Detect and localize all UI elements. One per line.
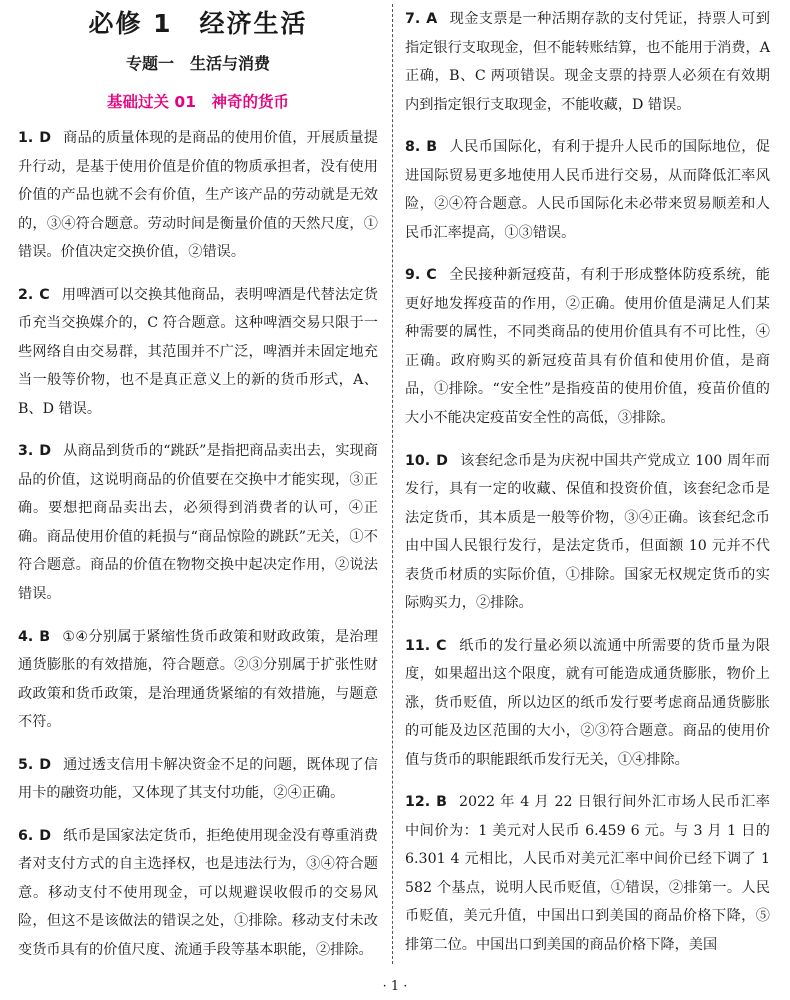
item-answer: C bbox=[426, 267, 437, 284]
item-answer: B bbox=[436, 794, 447, 811]
item-explanation: 从商品到货币的“跳跃”是指把商品卖出去，实现商品的价值，这说明商品的价值要在交换中才能实现，③正确。要想把商品卖出去，必须得到消费者的认可，④正确。商品使用价值的耗损与“商品惊险的跳跃”无关，①不符合题意。商品的价值在物物交换中起决定作用，②说法错误。 bbox=[18, 443, 378, 602]
page-number: · 1 · bbox=[382, 979, 408, 994]
item-answer: D bbox=[39, 130, 52, 146]
item-number: 7. bbox=[405, 11, 421, 27]
left-column bbox=[18, 0, 378, 966]
answer-item bbox=[405, 5, 770, 119]
answer-item bbox=[405, 788, 770, 959]
topic-subtitle: 专题一 生活与消费 bbox=[125, 54, 270, 73]
item-answer: D bbox=[39, 756, 52, 773]
item-explanation: 商品的质量体现的是商品的使用价值，开展质量提升行动，是基于使用价值是价值的物质承担者，没有使用价值的产品也就不会有价值，生产该产品的劳动就是无效的，③④符合题意。劳动时间是衡量价值的天然尺度，①错误。价值决定交换价值，②错误。 bbox=[18, 130, 378, 260]
item-answer: B bbox=[426, 139, 438, 156]
item-number: 4. bbox=[18, 628, 34, 645]
item-number: 2. bbox=[18, 286, 34, 303]
item-answer: B bbox=[39, 628, 51, 645]
item-answer: D bbox=[436, 452, 448, 469]
item-number: 8. bbox=[405, 139, 421, 156]
item-number: 1. bbox=[18, 130, 34, 146]
answer-item bbox=[18, 822, 378, 965]
answer-item bbox=[18, 124, 378, 267]
section-heading: 基础过关 01 神奇的货币 bbox=[107, 93, 289, 111]
item-explanation: 现金支票是一种活期存款的支付凭证，持票人可到指定银行支取现金，但不能转账结算，也不能用于消费，A 正确，B、C 两项错误。现金支票的持票人必须在有效期内到指定银行支取现金，不能收藏，D 错误。 bbox=[405, 11, 770, 113]
answer-item bbox=[405, 447, 770, 618]
item-answer: C bbox=[39, 286, 50, 303]
item-number: 10. bbox=[405, 452, 431, 469]
item-explanation: ①④分别属于紧缩性货币政策和财政政策，是治理通货膨胀的有效措施，符合题意。②③分别属于扩张性财政政策和货币政策，是治理通货紧缩的有效措施，与题意不符。 bbox=[18, 628, 378, 731]
item-explanation: 纸币的发行量必须以流通中所需要的货币量为限度，如果超出这个限度，就有可能造成通货膨胀，物价上涨，货币贬值，所以边区的纸币发行要考虑商品通货膨胀的可能及边区范围的大小，②③符合题意。商品的使用价值与货币的职能跟纸币发行无关，①④排除。 bbox=[405, 637, 770, 768]
answer-item bbox=[405, 632, 770, 775]
item-explanation: 2022 年 4 月 22 日银行间外汇市场人民币汇率中间价为：1 美元对人民币 6.459 6 元。与 3 月 1 日的 6.301 4 元相比，人民币对美元汇率中间价已经下调了 1 582 个基点，说明人民币贬值，①错误，②排第一。人民币贬值，美元升值，中国出口到美国的商品价格下降，⑤排第二位。中国出口到美国的商品价格下降，美国 bbox=[405, 794, 770, 953]
item-answer: C bbox=[436, 637, 447, 654]
item-explanation: 纸币是国家法定货币，拒绝使用现金没有尊重消费者对支付方式的自主选择权，也是违法行为，③④符合题意。移动支付不使用现金，可以规避误收假币的交易风险，但这不是该做法的错误之处，①排除。移动支付未改变货币具有的价值尺度、流通手段等基本职能，②排除。 bbox=[18, 827, 378, 958]
item-number: 5. bbox=[18, 756, 34, 773]
item-explanation: 全民接种新冠疫苗，有利于形成整体防疫系统，能更好地发挥疫苗的作用，②正确。使用价值是满足人们某种需要的属性，不同类商品的使用价值具有不可比性，④正确。政府购买的新冠疫苗具有价值和使用价值，是商品，①排除。“安全性”是指疫苗的使用价值，疫苗价值的大小不能决定疫苗安全性的高低，③排除。 bbox=[405, 267, 770, 426]
answer-item bbox=[18, 437, 378, 608]
item-explanation: 人民币国际化，有利于提升人民币的国际地位，促进国际贸易更多地使用人民币进行交易，从而降低汇率风险，②④符合题意。人民币国际化未必带来贸易顺差和人民币汇率提高，①③错误。 bbox=[405, 139, 770, 241]
item-number: 11. bbox=[405, 637, 431, 654]
item-answer: D bbox=[39, 443, 52, 460]
answer-item bbox=[18, 623, 378, 737]
item-answer: D bbox=[39, 827, 52, 844]
item-number: 9. bbox=[405, 267, 421, 284]
item-explanation: 该套纪念币是为庆祝中国共产党成立 100 周年而发行，具有一定的收藏、保值和投资价值，该套纪念币是法定货币，其本质是一般等价物，③④正确。该套纪念币由中国人民银行发行，是法定货币，但面额 10 元并不代表货币材质的实际价值，①排除。国家无权规定货币的实际购买力，②排除。 bbox=[405, 452, 770, 612]
item-explanation: 通过透支信用卡解决资金不足的问题，既体现了信用卡的融资功能，又体现了其支付功能，②④正确。 bbox=[18, 756, 378, 802]
right-column bbox=[405, 5, 770, 961]
answer-item bbox=[18, 281, 378, 424]
answer-item bbox=[405, 133, 770, 247]
answer-item bbox=[18, 751, 378, 808]
answer-item bbox=[405, 261, 770, 432]
item-number: 6. bbox=[18, 827, 34, 844]
item-number: 3. bbox=[18, 443, 34, 460]
column-divider bbox=[392, 4, 393, 964]
item-number: 12. bbox=[405, 794, 431, 811]
item-answer: A bbox=[426, 11, 438, 27]
item-explanation: 用啤酒可以交换其他商品，表明啤酒是代替法定货币充当交换媒介的，C 符合题意。这种啤酒交易只限于一些网络自由交易群，其范围并不广泛，啤酒并未固定地充当一般等价物，也不是真正意义上的新的货币形式，A、B、D 错误。 bbox=[18, 286, 378, 417]
page-title: 必修 1 经济生活 bbox=[88, 9, 308, 38]
